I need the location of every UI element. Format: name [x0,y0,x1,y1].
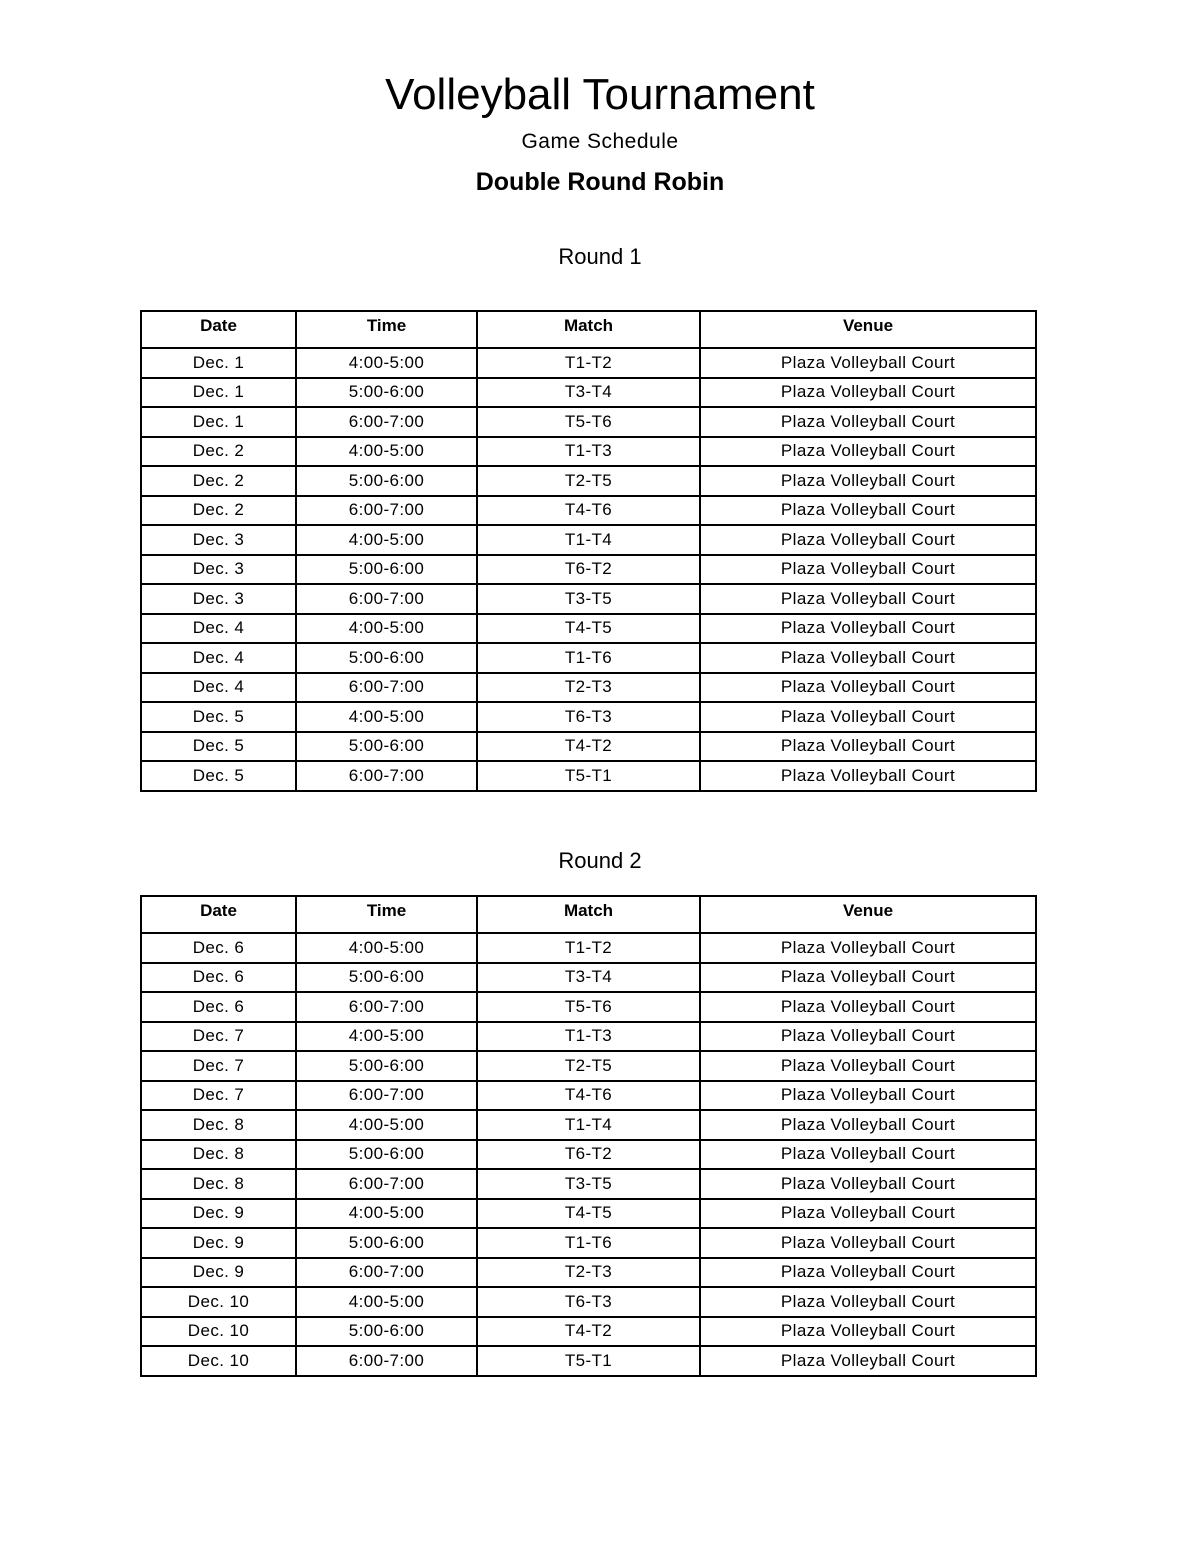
table-row [141,1051,1036,1081]
cell-venue: Plaza Volleyball Court [700,702,1036,732]
cell-date: Dec. 3 [141,525,296,555]
table-row [141,992,1036,1022]
cell-time: 6:00-7:00 [296,992,477,1022]
cell-date: Dec. 2 [141,437,296,467]
cell-venue: Plaza Volleyball Court [700,525,1036,555]
cell-date: Dec. 7 [141,1022,296,1052]
cell-time: 6:00-7:00 [296,1346,477,1376]
cell-time: 5:00-6:00 [296,732,477,762]
cell-date: Dec. 10 [141,1317,296,1347]
cell-time: 6:00-7:00 [296,1081,477,1111]
cell-time: 4:00-5:00 [296,1110,477,1140]
cell-match: T4-T2 [477,732,700,762]
cell-time: 5:00-6:00 [296,1051,477,1081]
cell-time: 5:00-6:00 [296,1317,477,1347]
header-date: Date [141,896,296,933]
cell-time: 5:00-6:00 [296,643,477,673]
cell-venue: Plaza Volleyball Court [700,1169,1036,1199]
cell-match: T3-T5 [477,584,700,614]
cell-venue: Plaza Volleyball Court [700,1287,1036,1317]
table-row [141,1346,1036,1376]
cell-date: Dec. 10 [141,1287,296,1317]
table-row [141,1110,1036,1140]
cell-match: T1-T6 [477,1228,700,1258]
cell-venue: Plaza Volleyball Court [700,992,1036,1022]
table-row [141,1199,1036,1229]
table-row [141,702,1036,732]
cell-venue: Plaza Volleyball Court [700,1317,1036,1347]
cell-match: T6-T2 [477,555,700,585]
table-row [141,1169,1036,1199]
cell-match: T1-T6 [477,643,700,673]
cell-match: T2-T5 [477,466,700,496]
cell-venue: Plaza Volleyball Court [700,407,1036,437]
table-row [141,1228,1036,1258]
cell-time: 6:00-7:00 [296,407,477,437]
table-row [141,761,1036,791]
cell-venue: Plaza Volleyball Court [700,614,1036,644]
cell-time: 4:00-5:00 [296,348,477,378]
cell-time: 5:00-6:00 [296,1140,477,1170]
cell-time: 4:00-5:00 [296,1022,477,1052]
cell-venue: Plaza Volleyball Court [700,1140,1036,1170]
cell-time: 4:00-5:00 [296,1199,477,1229]
table-row [141,1258,1036,1288]
cell-match: T3-T4 [477,963,700,993]
table-row [141,933,1036,963]
cell-date: Dec. 2 [141,496,296,526]
cell-venue: Plaza Volleyball Court [700,643,1036,673]
round-2-schedule-table [140,895,1037,1377]
cell-date: Dec. 3 [141,584,296,614]
cell-time: 4:00-5:00 [296,933,477,963]
table-row [141,555,1036,585]
table-header-row [141,311,1036,348]
cell-time: 4:00-5:00 [296,614,477,644]
cell-match: T4-T6 [477,496,700,526]
cell-date: Dec. 6 [141,933,296,963]
round-1-rows [141,348,1036,791]
document-title: Volleyball Tournament [385,70,815,119]
cell-match: T2-T5 [477,1051,700,1081]
cell-match: T2-T3 [477,673,700,703]
cell-venue: Plaza Volleyball Court [700,1051,1036,1081]
cell-match: T3-T4 [477,378,700,408]
cell-venue: Plaza Volleyball Court [700,933,1036,963]
cell-time: 4:00-5:00 [296,437,477,467]
cell-time: 5:00-6:00 [296,963,477,993]
cell-match: T4-T5 [477,1199,700,1229]
table-row [141,584,1036,614]
table-row [141,1140,1036,1170]
table-row [141,378,1036,408]
cell-match: T4-T5 [477,614,700,644]
table-row [141,963,1036,993]
cell-match: T1-T4 [477,525,700,555]
cell-time: 5:00-6:00 [296,1228,477,1258]
cell-date: Dec. 1 [141,407,296,437]
cell-time: 6:00-7:00 [296,673,477,703]
cell-venue: Plaza Volleyball Court [700,761,1036,791]
cell-match: T5-T1 [477,1346,700,1376]
cell-venue: Plaza Volleyball Court [700,673,1036,703]
table-row [141,1022,1036,1052]
round-2-rows [141,933,1036,1376]
cell-venue: Plaza Volleyball Court [700,1110,1036,1140]
cell-date: Dec. 1 [141,378,296,408]
table-row [141,1081,1036,1111]
cell-date: Dec. 8 [141,1169,296,1199]
cell-venue: Plaza Volleyball Court [700,1228,1036,1258]
cell-venue: Plaza Volleyball Court [700,1346,1036,1376]
cell-date: Dec. 6 [141,963,296,993]
cell-match: T1-T3 [477,1022,700,1052]
cell-venue: Plaza Volleyball Court [700,496,1036,526]
cell-date: Dec. 5 [141,702,296,732]
table-header-row [141,896,1036,933]
cell-match: T6-T3 [477,702,700,732]
table-row [141,466,1036,496]
table-row [141,496,1036,526]
cell-match: T6-T3 [477,1287,700,1317]
cell-venue: Plaza Volleyball Court [700,1258,1036,1288]
cell-venue: Plaza Volleyball Court [700,555,1036,585]
header-venue: Venue [700,896,1036,933]
cell-match: T1-T2 [477,348,700,378]
cell-match: T3-T5 [477,1169,700,1199]
cell-match: T2-T3 [477,1258,700,1288]
cell-date: Dec. 2 [141,466,296,496]
header-match: Match [477,896,700,933]
cell-time: 6:00-7:00 [296,496,477,526]
cell-time: 4:00-5:00 [296,1287,477,1317]
cell-venue: Plaza Volleyball Court [700,437,1036,467]
cell-date: Dec. 3 [141,555,296,585]
cell-venue: Plaza Volleyball Court [700,1199,1036,1229]
cell-date: Dec. 7 [141,1051,296,1081]
cell-time: 5:00-6:00 [296,466,477,496]
cell-date: Dec. 5 [141,732,296,762]
tournament-format: Double Round Robin [475,168,725,196]
table-row [141,437,1036,467]
cell-time: 4:00-5:00 [296,525,477,555]
cell-date: Dec. 4 [141,614,296,644]
table-row [141,348,1036,378]
header-time: Time [296,896,477,933]
header-match: Match [477,311,700,348]
cell-date: Dec. 9 [141,1199,296,1229]
cell-match: T1-T2 [477,933,700,963]
cell-venue: Plaza Volleyball Court [700,732,1036,762]
cell-date: Dec. 4 [141,673,296,703]
cell-match: T1-T3 [477,437,700,467]
table-row [141,614,1036,644]
cell-venue: Plaza Volleyball Court [700,584,1036,614]
cell-time: 5:00-6:00 [296,555,477,585]
cell-date: Dec. 5 [141,761,296,791]
cell-venue: Plaza Volleyball Court [700,378,1036,408]
cell-match: T4-T2 [477,1317,700,1347]
round-2-heading: Round 2 [558,848,642,873]
cell-date: Dec. 9 [141,1228,296,1258]
cell-match: T6-T2 [477,1140,700,1170]
round-1-schedule-table [140,310,1037,792]
table-row [141,1287,1036,1317]
table-row [141,673,1036,703]
document-subtitle: Game Schedule [521,130,679,153]
header-date: Date [141,311,296,348]
cell-date: Dec. 8 [141,1110,296,1140]
cell-time: 6:00-7:00 [296,761,477,791]
table-row [141,525,1036,555]
cell-match: T1-T4 [477,1110,700,1140]
table-row [141,407,1036,437]
header-venue: Venue [700,311,1036,348]
cell-time: 4:00-5:00 [296,702,477,732]
cell-match: T5-T6 [477,407,700,437]
table-row [141,732,1036,762]
round-1-heading: Round 1 [558,244,642,269]
cell-time: 6:00-7:00 [296,1258,477,1288]
cell-venue: Plaza Volleyball Court [700,963,1036,993]
cell-venue: Plaza Volleyball Court [700,466,1036,496]
cell-date: Dec. 8 [141,1140,296,1170]
cell-date: Dec. 6 [141,992,296,1022]
cell-date: Dec. 9 [141,1258,296,1288]
cell-time: 6:00-7:00 [296,584,477,614]
table-row [141,1317,1036,1347]
cell-date: Dec. 1 [141,348,296,378]
cell-match: T4-T6 [477,1081,700,1111]
cell-date: Dec. 10 [141,1346,296,1376]
table-row [141,643,1036,673]
cell-time: 6:00-7:00 [296,1169,477,1199]
cell-match: T5-T6 [477,992,700,1022]
cell-date: Dec. 4 [141,643,296,673]
cell-match: T5-T1 [477,761,700,791]
cell-time: 5:00-6:00 [296,378,477,408]
cell-venue: Plaza Volleyball Court [700,1081,1036,1111]
header-time: Time [296,311,477,348]
cell-venue: Plaza Volleyball Court [700,1022,1036,1052]
cell-date: Dec. 7 [141,1081,296,1111]
cell-venue: Plaza Volleyball Court [700,348,1036,378]
